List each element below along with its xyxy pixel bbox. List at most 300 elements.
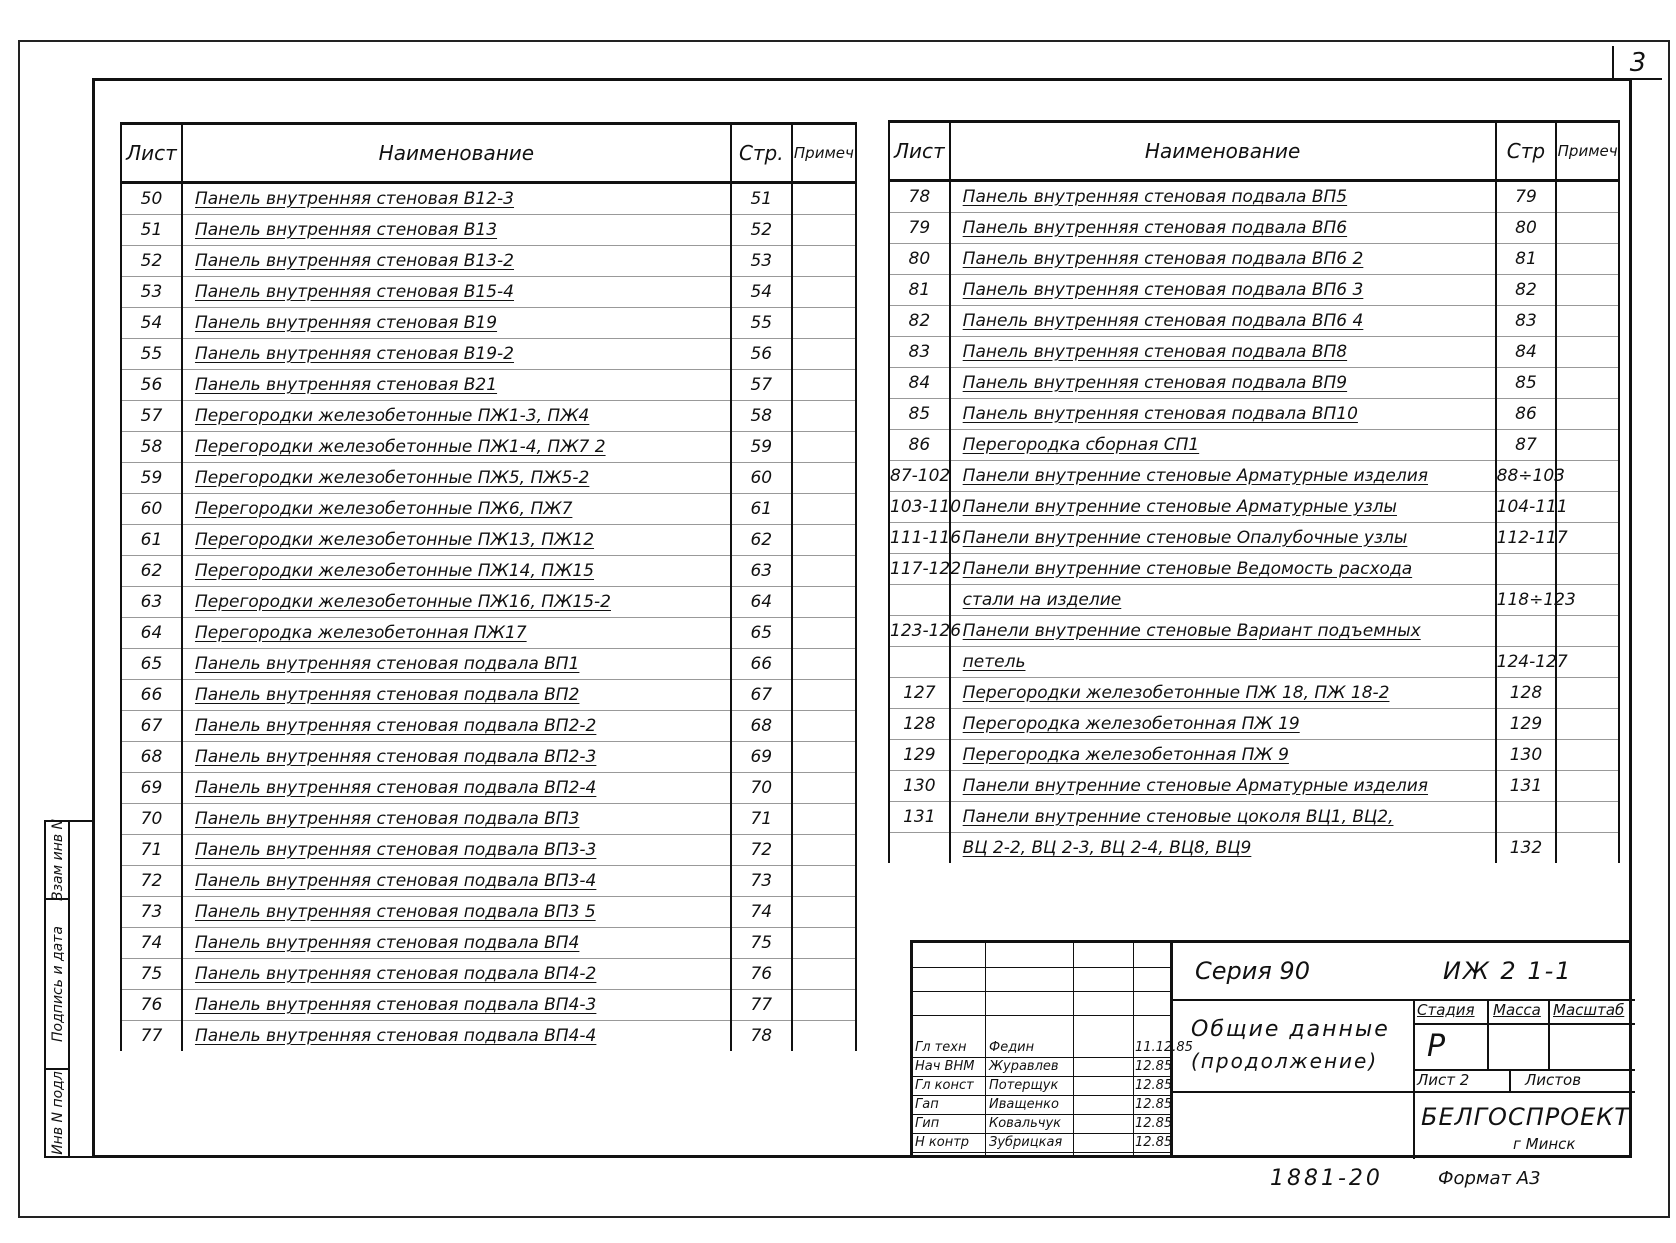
- table-row: [121, 804, 856, 835]
- row-name: Панель внутренняя стеновая подвала ВП2-2: [182, 711, 731, 742]
- table-row: [121, 618, 856, 649]
- row-page: 131: [1496, 771, 1557, 802]
- row-note: [792, 432, 856, 463]
- row-name: Панель внутренняя стеновая подвала ВП1: [182, 649, 731, 680]
- row-sheet-number: 77: [121, 1021, 182, 1052]
- row-note: [1556, 337, 1619, 368]
- row-name: Перегородки железобетонные ПЖ 18, ПЖ 18-2: [950, 678, 1496, 709]
- row-note: [1556, 554, 1619, 585]
- table-row: [121, 897, 856, 928]
- row-page: 73: [731, 866, 792, 897]
- row-sheet-number: 63: [121, 587, 182, 618]
- row-page: 53: [731, 246, 792, 277]
- header-name: Наименование: [950, 122, 1496, 181]
- signature-date: 12.85: [1135, 1116, 1173, 1131]
- row-name: Панель внутренняя стеновая В21: [182, 370, 731, 401]
- row-page: 88÷103: [1496, 461, 1557, 492]
- table-row: [121, 587, 856, 618]
- row-name: Панель внутренняя стеновая В13: [182, 215, 731, 246]
- row-page: 62: [731, 525, 792, 556]
- row-name: Панели внутренние стеновые Арматурные изделия: [950, 771, 1496, 802]
- header-name: Наименование: [182, 124, 731, 183]
- sheets-label: Листов: [1525, 1071, 1582, 1089]
- table-row: [889, 181, 1619, 213]
- table-row: [889, 306, 1619, 337]
- table-row: [121, 277, 856, 308]
- row-note: [792, 773, 856, 804]
- row-name: Панели внутренние стеновые цоколя ВЦ1, ВЦ2,: [950, 802, 1496, 833]
- row-name: Панель внутренняя стеновая подвала ВП2-4: [182, 773, 731, 804]
- row-note: [792, 742, 856, 773]
- signature-role: Н контр: [915, 1135, 970, 1150]
- row-sheet-number: 67: [121, 711, 182, 742]
- row-note: [1556, 181, 1619, 213]
- signature-row: [913, 1096, 1173, 1114]
- row-name: Панель внутренняя стеновая В15-4: [182, 277, 731, 308]
- row-name: Панель внутренняя стеновая В13-2: [182, 246, 731, 277]
- row-note: [792, 680, 856, 711]
- signature-name: Иващенко: [989, 1097, 1059, 1112]
- mass-label: Масса: [1493, 1001, 1541, 1019]
- row-name: Панели внутренние стеновые Ведомость расхода: [950, 554, 1496, 585]
- right-table-header: [889, 122, 1619, 181]
- row-sheet-number: 130: [889, 771, 950, 802]
- row-name: Панель внутренняя стеновая подвала ВП8: [950, 337, 1496, 368]
- signature-name: Федин: [989, 1040, 1035, 1055]
- right-index-table: [888, 120, 1620, 863]
- row-page: 104-111: [1496, 492, 1557, 523]
- table-row: [889, 430, 1619, 461]
- row-name: Панель внутренняя стеновая подвала ВП6: [950, 213, 1496, 244]
- table-row: [889, 771, 1619, 802]
- table-row: [889, 399, 1619, 430]
- row-note: [792, 897, 856, 928]
- document-code: ИЖ 2 1-1: [1443, 957, 1573, 985]
- table-row: [121, 215, 856, 246]
- row-sheet-number: 84: [889, 368, 950, 399]
- row-note: [1556, 244, 1619, 275]
- row-note: [792, 587, 856, 618]
- row-sheet-number: 70: [121, 804, 182, 835]
- row-page: 84: [1496, 337, 1557, 368]
- table-row: [121, 1021, 856, 1052]
- row-note: [1556, 740, 1619, 771]
- table-row: [121, 649, 856, 680]
- row-note: [792, 339, 856, 370]
- row-note: [1556, 430, 1619, 461]
- signature-row: [913, 1115, 1173, 1133]
- row-name: Панель внутренняя стеновая подвала ВП3: [182, 804, 731, 835]
- row-note: [1556, 616, 1619, 647]
- signature-row: [913, 1058, 1173, 1076]
- row-sheet-number: 103-110: [889, 492, 950, 523]
- row-page: 83: [1496, 306, 1557, 337]
- row-sheet-number: 111-116: [889, 523, 950, 554]
- row-name: Панель внутренняя стеновая подвала ВП2: [182, 680, 731, 711]
- row-page: 70: [731, 773, 792, 804]
- row-name: Панели внутренние стеновые Опалубочные узлы: [950, 523, 1496, 554]
- table-row: [121, 525, 856, 556]
- row-note: [1556, 678, 1619, 709]
- document-subtitle: (продолжение): [1191, 1049, 1379, 1073]
- row-sheet-number: 65: [121, 649, 182, 680]
- row-name: Панель внутренняя стеновая подвала ВП3-3: [182, 835, 731, 866]
- table-row: [121, 959, 856, 990]
- row-page: 67: [731, 680, 792, 711]
- row-note: [1556, 833, 1619, 864]
- row-sheet-number: 72: [121, 866, 182, 897]
- row-sheet-number: 52: [121, 246, 182, 277]
- row-page: 128: [1496, 678, 1557, 709]
- table-row: [121, 835, 856, 866]
- table-row: [889, 461, 1619, 492]
- row-page: 86: [1496, 399, 1557, 430]
- table-row: [121, 556, 856, 587]
- row-sheet-number: 74: [121, 928, 182, 959]
- row-name: петель: [950, 647, 1496, 678]
- signature-row: [913, 1077, 1173, 1095]
- row-sheet-number: 60: [121, 494, 182, 525]
- row-name: Панель внутренняя стеновая подвала ВП9: [950, 368, 1496, 399]
- table-row: [889, 244, 1619, 275]
- left-table-header: [121, 124, 856, 183]
- row-sheet-number: 78: [889, 181, 950, 213]
- row-sheet-number: 66: [121, 680, 182, 711]
- row-note: [1556, 399, 1619, 430]
- row-page: 71: [731, 804, 792, 835]
- row-note: [792, 215, 856, 246]
- row-name: Панель внутренняя стеновая подвала ВП4-4: [182, 1021, 731, 1052]
- row-page: 52: [731, 215, 792, 246]
- row-page: 78: [731, 1021, 792, 1052]
- organization-name: БЕЛГОСПРОЕКТ: [1421, 1103, 1630, 1131]
- row-name: Панель внутренняя стеновая подвала ВП5: [950, 181, 1496, 213]
- row-name: Перегородки железобетонные ПЖ16, ПЖ15-2: [182, 587, 731, 618]
- row-name: Панель внутренняя стеновая подвала ВП4: [182, 928, 731, 959]
- row-sheet-number: 58: [121, 432, 182, 463]
- table-row: [121, 680, 856, 711]
- row-name: Панель внутренняя стеновая подвала ВП2-3: [182, 742, 731, 773]
- row-name: ВЦ 2-2, ВЦ 2-3, ВЦ 2-4, ВЦ8, ВЦ9: [950, 833, 1496, 864]
- signature-role: Нач ВНМ: [915, 1059, 975, 1074]
- row-sheet-number: 68: [121, 742, 182, 773]
- row-sheet-number: [889, 585, 950, 616]
- row-sheet-number: 131: [889, 802, 950, 833]
- signature-date: 12.85: [1135, 1078, 1173, 1093]
- row-name: Панель внутренняя стеновая В19: [182, 308, 731, 339]
- table-row: [121, 308, 856, 339]
- row-note: [1556, 213, 1619, 244]
- scale-label: Масштаб: [1553, 1001, 1625, 1019]
- table-row: [121, 370, 856, 401]
- table-row: [889, 213, 1619, 244]
- table-row: [121, 183, 856, 215]
- row-page: 124-127: [1496, 647, 1557, 678]
- table-row: [121, 401, 856, 432]
- row-note: [1556, 771, 1619, 802]
- row-note: [792, 866, 856, 897]
- row-note: [792, 711, 856, 742]
- row-sheet-number: 127: [889, 678, 950, 709]
- row-sheet-number: [889, 833, 950, 864]
- row-sheet-number: 50: [121, 183, 182, 215]
- row-sheet-number: 62: [121, 556, 182, 587]
- row-sheet-number: 64: [121, 618, 182, 649]
- table-row: [889, 337, 1619, 368]
- row-page: 85: [1496, 368, 1557, 399]
- row-note: [792, 928, 856, 959]
- row-sheet-number: 76: [121, 990, 182, 1021]
- row-page: 60: [731, 463, 792, 494]
- table-row: [889, 678, 1619, 709]
- signature-role: Гл конст: [915, 1078, 974, 1093]
- row-note: [792, 525, 856, 556]
- table-row: [121, 742, 856, 773]
- row-name: стали на изделие: [950, 585, 1496, 616]
- organization-city: г Минск: [1513, 1135, 1576, 1153]
- row-note: [792, 494, 856, 525]
- row-note: [1556, 461, 1619, 492]
- signature-role: Гип: [915, 1116, 940, 1131]
- row-page: 130: [1496, 740, 1557, 771]
- table-row: [889, 647, 1619, 678]
- row-name: Панель внутренняя стеновая подвала ВП6 4: [950, 306, 1496, 337]
- row-note: [792, 370, 856, 401]
- row-page: 57: [731, 370, 792, 401]
- table-row: [889, 275, 1619, 306]
- row-page: 63: [731, 556, 792, 587]
- row-note: [792, 556, 856, 587]
- table-row: [121, 928, 856, 959]
- row-sheet-number: 53: [121, 277, 182, 308]
- row-sheet-number: 128: [889, 709, 950, 740]
- table-row: [121, 432, 856, 463]
- table-row: [889, 802, 1619, 833]
- row-name: Панели внутренние стеновые Вариант подъемных: [950, 616, 1496, 647]
- row-sheet-number: 87-102: [889, 461, 950, 492]
- row-sheet-number: 83: [889, 337, 950, 368]
- signature-name: Ковальчук: [989, 1116, 1062, 1131]
- header-note: Примеч: [792, 124, 856, 183]
- signature-name: Журавлев: [989, 1059, 1059, 1074]
- row-page: 72: [731, 835, 792, 866]
- row-page: 55: [731, 308, 792, 339]
- series-label: Серия 90: [1195, 957, 1310, 985]
- row-page: [1496, 616, 1557, 647]
- signature-date: 12.85: [1135, 1059, 1173, 1074]
- signature-date: 11.12.85: [1135, 1040, 1193, 1055]
- row-sheet-number: 75: [121, 959, 182, 990]
- row-name: Перегородка железобетонная ПЖ17: [182, 618, 731, 649]
- stage-label: Стадия: [1417, 1001, 1475, 1019]
- row-note: [792, 183, 856, 215]
- row-page: 66: [731, 649, 792, 680]
- row-note: [792, 277, 856, 308]
- row-name: Панель внутренняя стеновая подвала ВП6 2: [950, 244, 1496, 275]
- row-note: [792, 618, 856, 649]
- row-note: [792, 463, 856, 494]
- row-sheet-number: 59: [121, 463, 182, 494]
- table-row: [121, 990, 856, 1021]
- row-page: 64: [731, 587, 792, 618]
- row-name: Панель внутренняя стеновая подвала ВП6 3: [950, 275, 1496, 306]
- table-row: [889, 523, 1619, 554]
- table-row: [889, 616, 1619, 647]
- side-stamp-labels: [46, 818, 70, 1156]
- row-name: Панель внутренняя стеновая подвала ВП4-3: [182, 990, 731, 1021]
- table-row: [121, 773, 856, 804]
- row-name: Перегородки железобетонные ПЖ6, ПЖ7: [182, 494, 731, 525]
- row-page: 79: [1496, 181, 1557, 213]
- row-page: 61: [731, 494, 792, 525]
- row-page: 77: [731, 990, 792, 1021]
- signature-date: 12.85: [1135, 1097, 1173, 1112]
- row-name: Панель внутренняя стеновая подвала ВП3-4: [182, 866, 731, 897]
- document-title: Общие данные: [1191, 1017, 1390, 1042]
- row-page: 87: [1496, 430, 1557, 461]
- signature-row: [913, 1134, 1173, 1152]
- row-sheet-number: 117-122: [889, 554, 950, 585]
- table-row: [889, 492, 1619, 523]
- row-name: Панель внутренняя стеновая подвала ВП4-2: [182, 959, 731, 990]
- signature-role: Гл техн: [915, 1040, 967, 1055]
- row-note: [792, 246, 856, 277]
- row-sheet-number: 82: [889, 306, 950, 337]
- row-name: Панель внутренняя стеновая подвала ВП3 5: [182, 897, 731, 928]
- row-sheet-number: 51: [121, 215, 182, 246]
- row-page: 112-117: [1496, 523, 1557, 554]
- row-sheet-number: [889, 647, 950, 678]
- row-page: 54: [731, 277, 792, 308]
- stage-value: Р: [1427, 1029, 1446, 1064]
- row-sheet-number: 57: [121, 401, 182, 432]
- row-name: Перегородки железобетонные ПЖ1-3, ПЖ4: [182, 401, 731, 432]
- row-page: 81: [1496, 244, 1557, 275]
- row-name: Перегородки железобетонные ПЖ13, ПЖ12: [182, 525, 731, 556]
- table-row: [121, 866, 856, 897]
- row-name: Перегородка сборная СП1: [950, 430, 1496, 461]
- row-page: 76: [731, 959, 792, 990]
- row-page: 51: [731, 183, 792, 215]
- row-note: [792, 649, 856, 680]
- row-name: Перегородки железобетонные ПЖ14, ПЖ15: [182, 556, 731, 587]
- row-sheet-number: 80: [889, 244, 950, 275]
- title-block: [910, 940, 1632, 1158]
- row-note: [792, 401, 856, 432]
- row-sheet-number: 71: [121, 835, 182, 866]
- table-row: [121, 339, 856, 370]
- signature-grid: [913, 943, 1193, 1158]
- table-row: [121, 246, 856, 277]
- sheet-number: 3: [1612, 46, 1662, 80]
- row-page: [1496, 554, 1557, 585]
- header-page: Стр.: [731, 124, 792, 183]
- row-sheet-number: 54: [121, 308, 182, 339]
- row-sheet-number: 123-126: [889, 616, 950, 647]
- row-sheet-number: 56: [121, 370, 182, 401]
- table-row: [889, 585, 1619, 616]
- row-note: [792, 804, 856, 835]
- header-sheet: Лист: [121, 124, 182, 183]
- row-name: Панель внутренняя стеновая подвала ВП10: [950, 399, 1496, 430]
- row-name: Перегородки железобетонные ПЖ5, ПЖ5-2: [182, 463, 731, 494]
- signature-role: Гап: [915, 1097, 939, 1112]
- row-sheet-number: 86: [889, 430, 950, 461]
- row-name: Перегородка железобетонная ПЖ 9: [950, 740, 1496, 771]
- row-page: [1496, 802, 1557, 833]
- row-page: 74: [731, 897, 792, 928]
- row-page: 68: [731, 711, 792, 742]
- row-sheet-number: 55: [121, 339, 182, 370]
- row-note: [1556, 709, 1619, 740]
- row-name: Панель внутренняя стеновая В19-2: [182, 339, 731, 370]
- row-note: [792, 959, 856, 990]
- row-note: [1556, 802, 1619, 833]
- side-inv-orig: Инв N подл: [50, 1071, 67, 1155]
- table-row: [889, 833, 1619, 864]
- side-stamp: [44, 820, 94, 1158]
- row-page: 75: [731, 928, 792, 959]
- row-page: 82: [1496, 275, 1557, 306]
- row-name: Панель внутренняя стеновая В12-3: [182, 183, 731, 215]
- signature-date: 12.85: [1135, 1135, 1173, 1150]
- table-row: [121, 711, 856, 742]
- row-note: [792, 990, 856, 1021]
- table-row: [889, 554, 1619, 585]
- paper-format: Формат А3: [1438, 1168, 1541, 1189]
- row-sheet-number: 85: [889, 399, 950, 430]
- row-sheet-number: 73: [121, 897, 182, 928]
- left-index-table: [120, 122, 857, 1051]
- table-row: [121, 494, 856, 525]
- row-page: 69: [731, 742, 792, 773]
- row-page: 65: [731, 618, 792, 649]
- row-note: [792, 1021, 856, 1052]
- row-note: [1556, 306, 1619, 337]
- row-name: Перегородки железобетонные ПЖ1-4, ПЖ7 2: [182, 432, 731, 463]
- row-page: 58: [731, 401, 792, 432]
- signature-row: [913, 1039, 1193, 1057]
- row-name: Панели внутренние стеновые Арматурные узлы: [950, 492, 1496, 523]
- signature-name: Зубрицкая: [989, 1135, 1063, 1150]
- row-name: Панели внутренние стеновые Арматурные изделия: [950, 461, 1496, 492]
- row-sheet-number: 61: [121, 525, 182, 556]
- side-sign-date: Подпись и дата: [46, 900, 70, 1070]
- row-name: Перегородка железобетонная ПЖ 19: [950, 709, 1496, 740]
- row-sheet-number: 79: [889, 213, 950, 244]
- row-note: [1556, 275, 1619, 306]
- row-page: 129: [1496, 709, 1557, 740]
- table-row: [121, 463, 856, 494]
- header-sheet: Лист: [889, 122, 950, 181]
- row-note: [792, 835, 856, 866]
- row-page: 56: [731, 339, 792, 370]
- row-page: 132: [1496, 833, 1557, 864]
- table-row: [889, 740, 1619, 771]
- row-sheet-number: 69: [121, 773, 182, 804]
- row-page: 80: [1496, 213, 1557, 244]
- row-sheet-number: 81: [889, 275, 950, 306]
- row-sheet-number: 129: [889, 740, 950, 771]
- signature-name: Потерщук: [989, 1078, 1059, 1093]
- side-inv-replace: Взам инв N: [46, 822, 70, 900]
- sheet-label: Лист 2: [1417, 1071, 1470, 1089]
- table-row: [889, 709, 1619, 740]
- table-row: [889, 368, 1619, 399]
- row-page: 59: [731, 432, 792, 463]
- row-note: [792, 308, 856, 339]
- row-page: 118÷123: [1496, 585, 1557, 616]
